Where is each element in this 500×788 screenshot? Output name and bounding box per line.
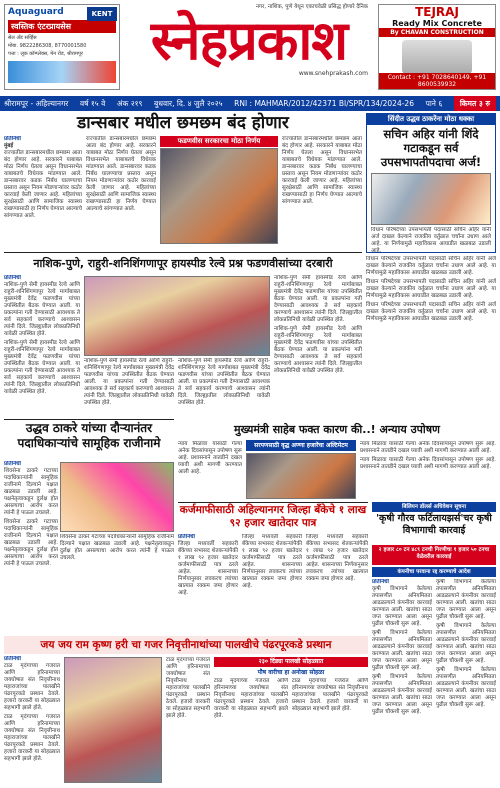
- story-dancebar-col2: [86, 136, 156, 248]
- story-text: कृषी विभागाने केलेल्या तपासणीत अनियमितता आढळल्याने कंपनीवर कारवाई करण्यात आली. खतांचा साठा जप्त करण्यात आला असून पुढील चौकशी सुरू आहे.: [372, 630, 432, 671]
- headline-dancebar[interactable]: डान्सबार मधील छमछम बंद होणार: [77, 113, 289, 133]
- story-palkhi-col2: [166, 657, 210, 783]
- story-text: टाळ मृदंगाच्या गजरात आणि हरिनामाच्या जयघोषात संत निवृत्तीनाथ महाराजांच्या पालखीने पंढरपूरकडे प्रस्थान ठेवले. हजारो वारकरी या सोहळ्यात सहभागी झाले होते.: [4, 714, 60, 762]
- issue-info-bar: [0, 96, 500, 111]
- ad-kent-logo: KENT: [87, 7, 117, 21]
- byline: प्रतिनिधी: [4, 656, 21, 662]
- story-strike-headline-box[interactable]: [178, 421, 496, 439]
- ad-product: Ready Mix Concrete: [392, 19, 482, 28]
- story-railway-col1: [4, 275, 80, 415]
- rni-label: RNI : MAHMAR/2012/42371 BI/SPR/134/2024-26: [234, 99, 414, 108]
- year-label: वर्ष १५ वे: [80, 99, 106, 108]
- story-railway-col3: [178, 358, 270, 416]
- story-text: कृषी विभागाने केलेल्या तपासणीत अनियमितता आढळल्याने कंपनीवर कारवाई करण्यात आली. खतांचा साठा जप्त करण्यात आला असून पुढील चौकशी सुरू आहे.: [372, 674, 432, 715]
- story-text: न्याय मिळावा यासाठी गेल्या अनेक दिवसांपासून उपोषण सुरू आहे. प्रशासनाने तातडीने दखल घ्यावी अशी मागणी करण्यात आली आहे.: [360, 457, 496, 470]
- story-palkhi-strap: २३० दिंड्या पालखी सोहळ्यात: [214, 657, 368, 667]
- story-text: नाशिक-पुणे सेमी हायस्पीड रेल्वे आणि राहुरी-शनिशिंगणापूर रेल्वे मार्गाबाबत मुख्यमंत्री देवेंद्र फडणवीस यांच्या उपस्थितीत बैठक घेण्यात आली. या प्रकल्पांना गती देण्यासाठी आवश्यक ते सर्व सहकार्य करण्याचे आश्वासन त्यांनी दिले. जिल्ह्यातील लोकप्रतिनिधी यावेळी उपस्थित होते.: [84, 358, 174, 406]
- story-palkhi-col3: [214, 678, 288, 783]
- photo-railway-meeting: [84, 276, 270, 356]
- story-ahir-kicker: सिंदीत उद्धव ठाकरेंना मोठा धक्का: [367, 114, 495, 125]
- headline-loan[interactable]: कर्जमाफीसाठी अहिल्यानगर जिल्हा बँकेचे १ लाख ९२ हजार खातेदार पात्र: [179, 504, 367, 529]
- story-ahir-box[interactable]: [366, 113, 496, 253]
- story-loan-col3: [306, 534, 368, 632]
- story-fert-headline-box[interactable]: [372, 513, 496, 543]
- story-palkhi-subline: पौष वारीचा हा अनोखा सोहळा: [257, 669, 325, 676]
- story-dancebar-col3: [282, 136, 362, 248]
- headline-ahir[interactable]: सचिन अहिर यांनी शिंदे गटाकडून सर्व उपसभापतीपदाचा अर्ज!: [380, 127, 482, 169]
- story-uddhav-headline-box[interactable]: [4, 421, 174, 459]
- story-palkhi-col4: [292, 678, 368, 783]
- story-text: शिवसेना ठाकरे गटाच्या पदाधिकाऱ्यांनी सामूहिक राजीनामे दिल्याने पक्षात खळबळ उडाली आहे. पक्षनेतृत्वाकडून दुर्लक्ष होत असल्याचा आरोप करत त्यांनी हे पाऊल उचलले.: [60, 534, 174, 561]
- ad-tejraj[interactable]: [378, 4, 496, 90]
- ad-by-line: By CHAVAN CONSTRUCTION: [379, 28, 495, 37]
- headline-railway[interactable]: नाशिक-पुणे, राहुरी-शनिशिंगणापूर हायस्पीड रेल्वे प्रश्न फडणवीसांच्या दरबारी: [33, 257, 333, 270]
- story-text: टाळ मृदंगाच्या गजरात आणि हरिनामाच्या जयघोषात संत निवृत्तीनाथ महाराजांच्या पालखीने पंढरपूरकडे प्रस्थान ठेवले. हजारो वारकरी या सोहळ्यात सहभागी झाले होते.: [214, 678, 288, 719]
- story-palkhi-headline-box[interactable]: [4, 636, 368, 654]
- story-railway-col2: [84, 358, 174, 416]
- ad-line: मोबा. 9822286308, 8770001580: [8, 43, 87, 49]
- headline-strike[interactable]: मुख्यमंत्री साहेब फक्त कारण की..! अन्याय उपोषण: [233, 423, 441, 436]
- story-loan-col1: [178, 534, 238, 632]
- byline: प्रतिनिधी: [4, 136, 21, 142]
- story-fert-strap: कंपनीचा परवाना रद्द करण्याचे आदेश: [372, 567, 496, 577]
- price-badge: किमत ३ रु: [454, 96, 496, 111]
- ad-brand: TEJRAJ: [415, 5, 459, 19]
- edition-label: श्रीरामपूर - अहिल्यानगर: [4, 99, 69, 108]
- story-text: जिल्हा मध्यवर्ती सहकारी बँकेच्या सभासद शेतकऱ्यांपैकी १ लाख ९२ हजार खातेदार कर्जमाफीसाठी पात्र ठरले आहेत. शासनाच्या निर्णयानुसार लवकरच त्यांच्या खात्यात रक्कम जमा होणार आहे.: [178, 541, 238, 596]
- photo-ahir: [371, 173, 491, 225]
- photo-strike: [246, 453, 356, 499]
- story-text: नाशिक-पुणे सेमी हायस्पीड रेल्वे आणि राहुरी-शनिशिंगणापूर रेल्वे मार्गाबाबत मुख्यमंत्री देवेंद्र फडणवीस यांच्या उपस्थितीत बैठक घेण्यात आली. या प्रकल्पांना गती देण्यासाठी आवश्यक ते सर्व सहकार्य करण्याचे आश्वासन त्यांनी दिले. जिल्ह्यातील लोकप्रतिनिधी यावेळी उपस्थित होते.: [4, 340, 80, 395]
- story-text: राज्यातील डान्सबारमधील छमछम आता बंद होणार आहे. सरकारने याबाबत मोठा निर्णय घेतला असून विधानसभेत याबाबतचे विधेयक मांडण्यात आले. डान्सबारवर कडक निर्बंध घालण्याचा प्रस्ताव असून नियम मोडणाऱ्यांवर कठोर कारवाई केली जाणार आहे. महिलांच्या सुरक्षेसाठी आणि सामाजिक स्वास्थ्य राखण्यासाठी हा निर्णय घेण्यात आल्याचे सांगण्यात आले.: [282, 136, 362, 205]
- byline: प्रतिनिधी: [372, 579, 389, 585]
- story-loan-headline-box[interactable]: [178, 504, 368, 532]
- story-text: विधान परिषदेच्या उपसभापती पदासाठी सचिन अहिर यांनी अर्ज दाखल केल्याने राजकीय वर्तुळात चर्चांना उधाण आले आहे. या निर्णयामुळे महाविकास आघाडीत खळबळ उडाली आहे.: [366, 256, 496, 276]
- byline: प्रतिनिधी: [4, 275, 21, 281]
- story-text: राज्यातील डान्सबारमधील छमछम आता बंद होणार आहे. सरकारने याबाबत मोठा निर्णय घेतला असून विधानसभेत याबाबतचे विधेयक मांडण्यात आले. डान्सबारवर कडक निर्बंध घालण्याचा प्रस्ताव असून नियम मोडणाऱ्यांवर कठोर कारवाई केली जाणार आहे. महिलांच्या सुरक्षेसाठी आणि सामाजिक स्वास्थ्य राखण्यासाठी हा निर्णय घेण्यात आल्याचे सांगण्यात आले.: [4, 150, 82, 219]
- story-fert-col2: [436, 579, 496, 783]
- ad-shop-name: स्वस्तिक एंटरप्रायसेस: [8, 20, 116, 33]
- story-text: शिवसेना ठाकरे गटाच्या पदाधिकाऱ्यांनी सामूहिक राजीनामे दिल्याने पक्षात खळबळ उडाली आहे. पक्षनेतृत्वाकडून दुर्लक्ष होत असल्याचा आरोप करत त्यांनी हे पाऊल उचलले.: [4, 519, 58, 567]
- pages-label: पाने ६: [425, 99, 443, 108]
- ad-line: पत्ता : लूक कॉम्प्लेक्स, मेन रोड, श्रीरामपूर: [8, 51, 83, 57]
- headline-uddhav[interactable]: उद्धव ठाकरे यांच्या दौऱ्यानंतर पदाधिकाऱ्यांचे सामूहिक राजीनामे: [17, 421, 161, 450]
- story-fert-kicker: बिलियन डॉलर्स अधिवेशन सूचना: [372, 502, 496, 512]
- story-text: नाशिक-पुणे सेमी हायस्पीड रेल्वे आणि राहुरी-शनिशिंगणापूर रेल्वे मार्गाबाबत मुख्यमंत्री देवेंद्र फडणवीस यांच्या उपस्थितीत बैठक घेण्यात आली. या प्रकल्पांना गती देण्यासाठी आवश्यक ते सर्व सहकार्य करण्याचे आश्वासन त्यांनी दिले. जिल्ह्यातील लोकप्रतिनिधी यावेळी उपस्थित होते.: [274, 326, 362, 374]
- story-fert-highlight: २ हजार ८० टन ४८९ टनची गिरणीचा १ हजार ५० टनचा वेळेवरील कारवाई: [372, 545, 496, 565]
- story-text: नाशिक-पुणे सेमी हायस्पीड रेल्वे आणि राहुरी-शनिशिंगणापूर रेल्वे मार्गाबाबत मुख्यमंत्री देवेंद्र फडणवीस यांच्या उपस्थितीत बैठक घेण्यात आली. या प्रकल्पांना गती देण्यासाठी आवश्यक ते सर्व सहकार्य करण्याचे आश्वासन त्यांनी दिले. जिल्ह्यातील लोकप्रतिनिधी यावेळी उपस्थित होते.: [178, 358, 270, 406]
- story-strike-col1: [178, 441, 242, 499]
- story-text: राज्यातील डान्सबारमधील छमछम आता बंद होणार आहे. सरकारने याबाबत मोठा निर्णय घेतला असून विधानसभेत याबाबतचे विधेयक मांडण्यात आले. डान्सबारवर कडक निर्बंध घालण्याचा प्रस्ताव असून नियम मोडणाऱ्यांवर कठोर कारवाई केली जाणार आहे. महिलांच्या सुरक्षेसाठी आणि सामाजिक स्वास्थ्य राखण्यासाठी हा निर्णय घेण्यात आल्याचे सांगण्यात आले.: [86, 136, 156, 212]
- story-strike-strap: सरपणसाठी वृद्ध अण्णा हजारेंचा अल्टिमेटम: [246, 440, 356, 451]
- date-label: बुधवार, दि. ४ जुलै २०२५: [154, 99, 223, 108]
- story-uddhav-col1: [4, 461, 58, 591]
- photo-palkhi: [64, 657, 162, 783]
- story-text: टाळ मृदंगाच्या गजरात आणि हरिनामाच्या जयघोषात संत निवृत्तीनाथ महाराजांच्या पालखीने पंढरपूरकडे प्रस्थान ठेवले. हजारो वारकरी या सोहळ्यात सहभागी झाले होते.: [166, 657, 210, 719]
- masthead: [124, 2, 374, 94]
- story-text: टाळ मृदंगाच्या गजरात आणि हरिनामाच्या जयघोषात संत निवृत्तीनाथ महाराजांच्या पालखीने पंढरपूरकडे प्रस्थान ठेवले. हजारो वारकरी या सोहळ्यात सहभागी झाले होते.: [4, 663, 60, 711]
- ad-aquaguard[interactable]: [4, 4, 120, 90]
- story-text: कृषी विभागाने केलेल्या तपासणीत अनियमितता आढळल्याने कंपनीवर कारवाई करण्यात आली. खतांचा साठा जप्त करण्यात आला असून पुढील चौकशी सुरू आहे.: [436, 579, 496, 620]
- story-text: शिवसेना ठाकरे गटाच्या पदाधिकाऱ्यांनी सामूहिक राजीनामे दिल्याने पक्षात खळबळ उडाली आहे. पक्षनेतृत्वाकडून दुर्लक्ष होत असल्याचा आरोप करत त्यांनी हे पाऊल उचलले.: [4, 468, 58, 516]
- story-text: टाळ मृदंगाच्या गजरात आणि हरिनामाच्या जयघोषात संत निवृत्तीनाथ महाराजांच्या पालखीने पंढरपूरकडे प्रस्थान ठेवले. हजारो वारकरी या सोहळ्यात सहभागी झाले होते.: [292, 678, 368, 712]
- story-text: नाशिक-पुणे सेमी हायस्पीड रेल्वे आणि राहुरी-शनिशिंगणापूर रेल्वे मार्गाबाबत मुख्यमंत्री देवेंद्र फडणवीस यांच्या उपस्थितीत बैठक घेण्यात आली. या प्रकल्पांना गती देण्यासाठी आवश्यक ते सर्व सहकार्य करण्याचे आश्वासन त्यांनी दिले. जिल्ह्यातील लोकप्रतिनिधी यावेळी उपस्थित होते.: [4, 282, 80, 337]
- story-dancebar-strap: फडणवीस सरकारचा मोठा निर्णय: [160, 136, 278, 147]
- story-dancebar-col1: [4, 136, 82, 248]
- story-text: कृषी विभागाने केलेल्या तपासणीत अनियमितता आढळल्याने कंपनीवर कारवाई करण्यात आली. खतांचा साठा जप्त करण्यात आला असून पुढील चौकशी सुरू आहे.: [436, 623, 496, 664]
- website-link[interactable]: www.snehprakash.com: [298, 70, 368, 77]
- story-text: न्याय मिळावा यासाठी गेल्या अनेक दिवसांपासून उपोषण सुरू आहे. प्रशासनाने तातडीने दखल घ्यावी अशी मागणी करण्यात आली आहे.: [360, 441, 496, 454]
- dateline: मुंबई: [4, 143, 14, 149]
- issue-label: अंक २१९: [116, 99, 143, 108]
- byline: प्रतिनिधी: [178, 534, 195, 540]
- story-text: नाशिक-पुणे सेमी हायस्पीड रेल्वे आणि राहुरी-शनिशिंगणापूर रेल्वे मार्गाबाबत मुख्यमंत्री देवेंद्र फडणवीस यांच्या उपस्थितीत बैठक घेण्यात आली. या प्रकल्पांना गती देण्यासाठी आवश्यक ते सर्व सहकार्य करण्याचे आश्वासन त्यांनी दिले. जिल्ह्यातील लोकप्रतिनिधी यावेळी उपस्थित होते.: [274, 275, 362, 323]
- story-text: जिल्हा मध्यवर्ती सहकारी बँकेच्या सभासद शेतकऱ्यांपैकी १ लाख ९२ हजार खातेदार कर्जमाफीसाठी पात्र ठरले आहेत. शासनाच्या निर्णयानुसार लवकरच त्यांच्या खात्यात रक्कम जमा होणार आहे.: [242, 534, 302, 589]
- story-text: जिल्हा मध्यवर्ती सहकारी बँकेच्या सभासद शेतकऱ्यांपैकी १ लाख ९२ हजार खातेदार कर्जमाफीसाठी पात्र ठरले आहेत. शासनाच्या निर्णयानुसार लवकरच त्यांच्या खात्यात रक्कम जमा होणार आहे.: [306, 534, 368, 582]
- story-fert-col1: [372, 579, 432, 783]
- ad-line: सेल अँड सर्व्हिस: [8, 35, 37, 41]
- story-text: विधान परिषदेच्या उपसभापती पदासाठी सचिन अहिर यांनी अर्ज दाखल केल्याने राजकीय वर्तुळात चर्चांना उधाण आले आहे. या निर्णयामुळे महाविकास आघाडीत खळबळ उडाली आहे.: [366, 279, 496, 299]
- story-loan-col2: [242, 534, 302, 632]
- story-railway-headline-box[interactable]: [4, 255, 362, 273]
- headline-palkhi[interactable]: जय जय राम कृष्ण हरी चा गजर निवृत्तीनाथांच्या पालखीचे पंढरपूरकडे प्रस्थान: [40, 639, 332, 651]
- newspaper-title[interactable]: स्नेहप्रकाश: [150, 8, 348, 72]
- story-dancebar-headline-box[interactable]: [4, 113, 362, 133]
- story-uddhav-col2: [60, 534, 174, 592]
- masthead-tagline: नगर, नाशिक, पुणे येथून एकाचवेळी प्रसिद्ध होणारे दैनिक: [256, 4, 368, 10]
- headline-fertilizer[interactable]: 'कृषी गौरव फर्टिलायझर्स'चर कृषी विभागाची कारवाई: [376, 513, 492, 536]
- story-text: कृषी विभागाने केलेल्या तपासणीत अनियमितता आढळल्याने कंपनीवर कारवाई करण्यात आली. खतांचा साठा जप्त करण्यात आला असून पुढील चौकशी सुरू आहे.: [436, 667, 496, 708]
- story-ahir-continued: [366, 256, 496, 416]
- ad-brand: Aquaguard: [8, 7, 64, 17]
- ad-image: [8, 61, 116, 83]
- story-ahir-text: विधान परिषदेच्या उपसभापती पदासाठी सचिन अहिर यांनी अर्ज दाखल केल्याने राजकीय वर्तुळात चर्चांना उधाण आले आहे. या निर्णयामुळे महाविकास आघाडीत खळबळ उडाली आहे.: [371, 227, 491, 254]
- story-text: विधान परिषदेच्या उपसभापती पदासाठी सचिन अहिर यांनी अर्ज दाखल केल्याने राजकीय वर्तुळात चर्चांना उधाण आले आहे. या निर्णयामुळे महाविकास आघाडीत खळबळ उडाली आहे.: [366, 302, 496, 322]
- story-text: न्याय मिळावा यासाठी गेल्या अनेक दिवसांपासून उपोषण सुरू आहे. प्रशासनाने तातडीने दखल घ्यावी अशी मागणी करण्यात आली आहे.: [178, 441, 242, 475]
- story-text: कृषी विभागाने केलेल्या तपासणीत अनियमितता आढळल्याने कंपनीवर कारवाई करण्यात आली. खतांचा साठा जप्त करण्यात आला असून पुढील चौकशी सुरू आहे.: [372, 586, 432, 627]
- story-palkhi-col1: [4, 656, 60, 784]
- story-strike-col2: [360, 441, 496, 499]
- ad-contact: Contact : +91 7028640149, +91 8600539932: [379, 73, 495, 89]
- photo-dancebar: [160, 148, 278, 244]
- story-railway-col4: [274, 275, 362, 415]
- truck-image: [402, 40, 472, 74]
- photo-uddhav: [60, 462, 174, 532]
- story-fert-kicker-box: [372, 502, 496, 512]
- byline: प्रतिनिधी: [4, 461, 21, 467]
